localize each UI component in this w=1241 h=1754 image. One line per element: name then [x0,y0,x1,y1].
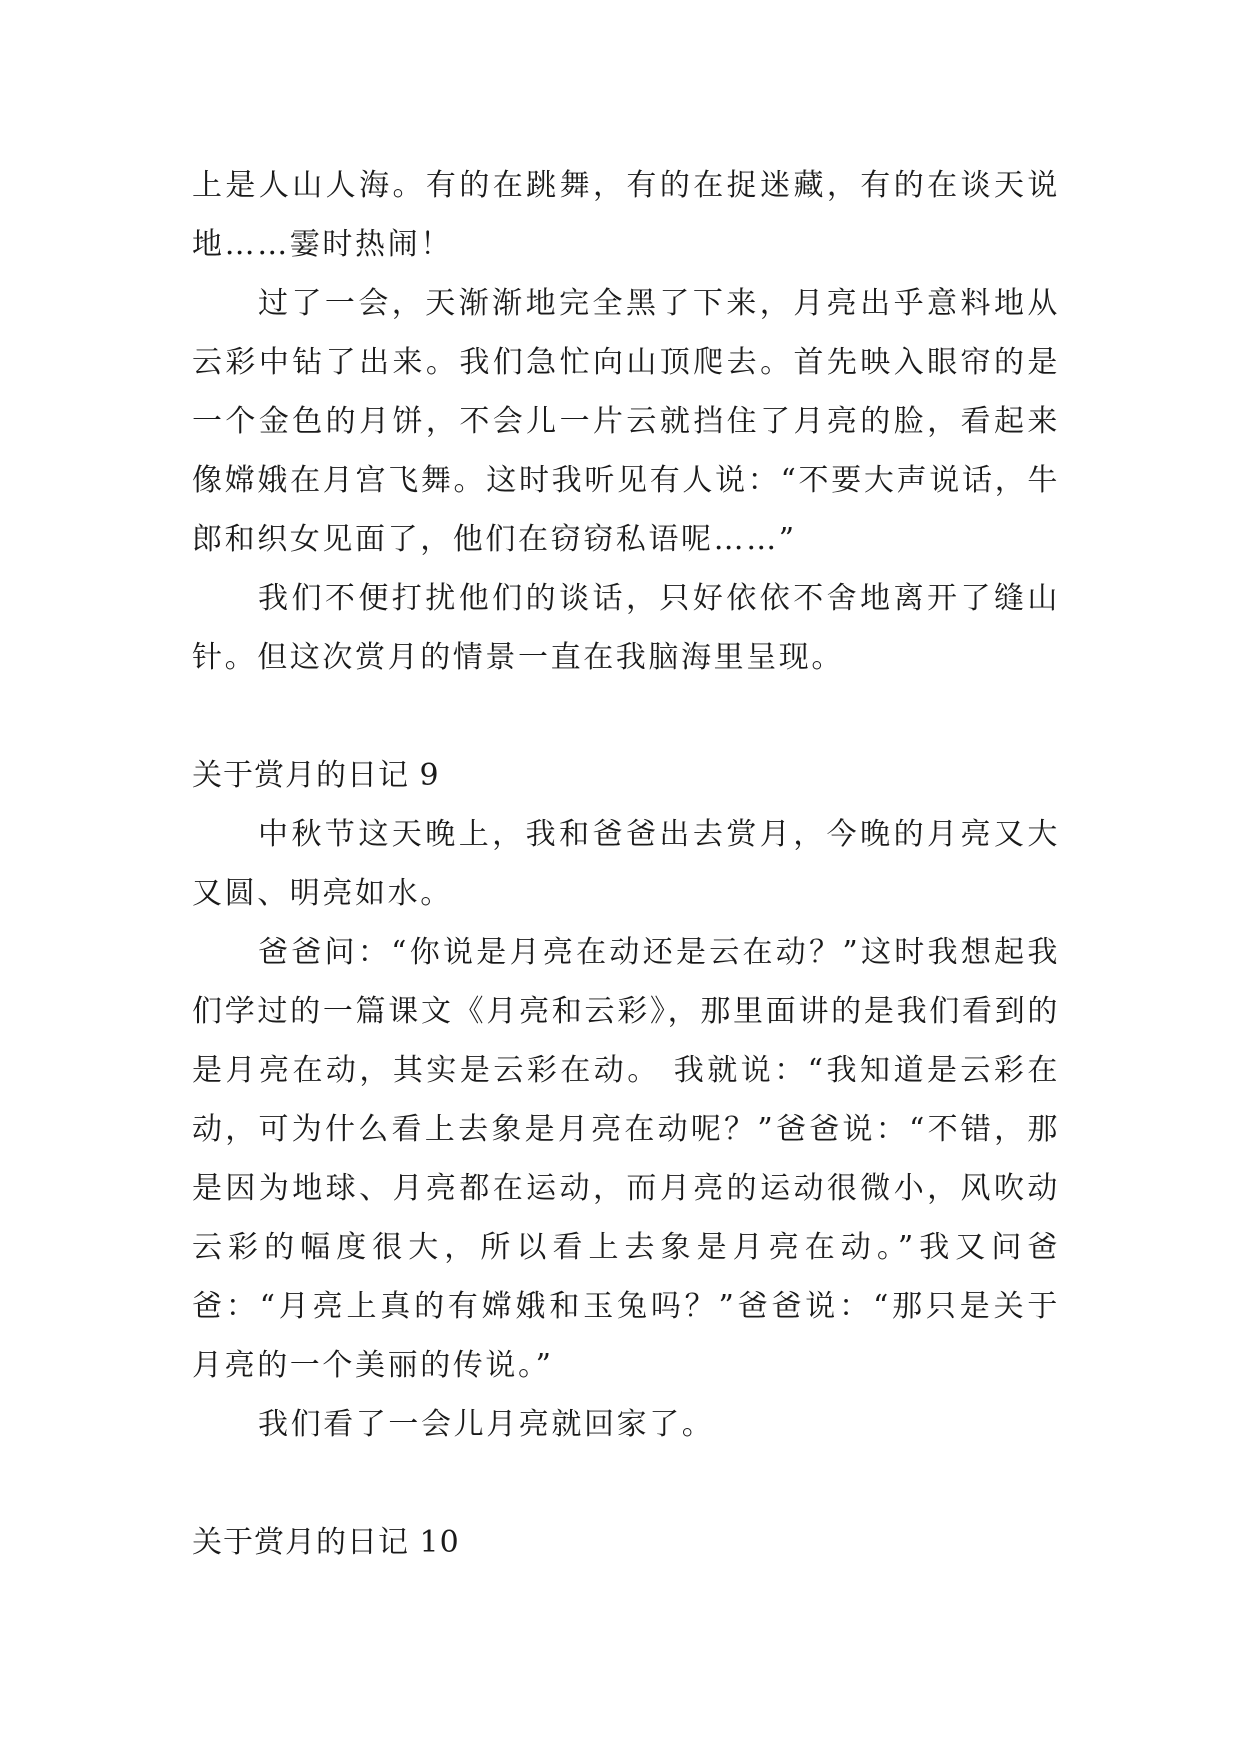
paragraph: 爸爸问：“你说是月亮在动还是云在动？”这时我想起我们学过的一篇课文《月亮和云彩》，那里面讲的是我们看到的是月亮在动，其实是云彩在动。 我就说：“我知道是云彩在动，可为什么看上去象是月亮在动呢？”爸爸说：“不错，那是因为地球、月亮都在运动，而月亮的运动很微小，风吹动云彩的幅度很大，所以看上去象是月亮在动。”我又问爸爸：“月亮上真的有嫦娥和玉兔吗？”爸爸说：“那只是关于月亮的一个美丽的传说。” [192,935,1060,1383]
paragraph: 过了一会，天渐渐地完全黑了下来，月亮出乎意料地从云彩中钻了出来。我们急忙向山顶爬去。首先映入眼帘的是一个金色的月饼，不会儿一片云就挡住了月亮的脸，看起来像嫦娥在月宫飞舞。这时我听见有人说：“不要大声说话，牛郎和织女见面了，他们在窃窃私语呢……” [192,286,1060,557]
paragraph: 中秋节这天晚上，我和爸爸出去赏月，今晚的月亮又大又圆、明亮如水。 [192,817,1060,911]
diary-heading-9: 关于赏月的日记 9 [192,758,440,793]
paragraph: 我们不便打扰他们的谈话，只好依依不舍地离开了缝山针。但这次赏月的情景一直在我脑海里呈现。 [192,581,1060,675]
paragraph: 我们看了一会儿月亮就回家了。 [258,1407,715,1442]
paragraph-continuation: 上是人山人海。有的在跳舞，有的在捉迷藏，有的在谈天说地……霎时热闹！ [192,168,1060,262]
diary-heading-10: 关于赏月的日记 10 [192,1525,460,1560]
document-page [192,156,1060,1572]
